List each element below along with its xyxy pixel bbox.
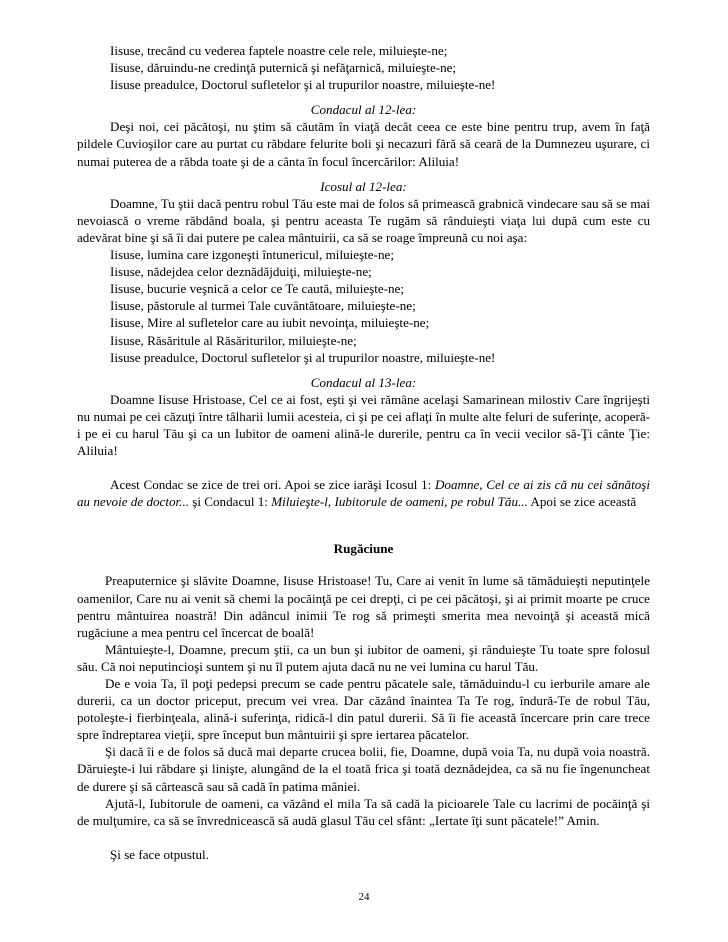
prayer-paragraph: Preaputernice şi slăvite Doamne, Iisuse Hristoase! Tu, Care ai venit în lume să tămăduieşti neputinţele oamenilor, Care nu ai venit să chemi la pocăinţă pe cei drepţi, ci pe cei păcătoşi, şi ai primit moarte pe cruce pentru mântuirea noastră! Din adâncul inimii Te rog să primeşti smerita mea nevoinţă şi această mică rugăciune a mea pentru cel încercat de boală! xyxy=(77,573,650,640)
litany-line: Iisuse, lumina care izgoneşti întunericul, miluieşte-ne; xyxy=(110,247,394,263)
prayer-paragraph: Mântuieşte-l, Doamne, precum ştii, ca un bun şi iubitor de oameni, şi rânduieşte Tu toate spre folosul său. Că noi neputincioşi suntem şi nu îl putem ajuta dacă nu ne vei lumina cu harul Tău. xyxy=(77,641,650,674)
icos-1-incipit: Doamne, Cel ce ai zis că nu cei sănătoşi au nevoie de doctor... xyxy=(77,477,651,510)
rubric-text: şi Condacul 1: xyxy=(189,494,272,510)
condac-12-heading: Condacul al 12-lea: xyxy=(310,102,417,118)
prayer-paragraph: Şi dacă îi e de folos să ducă mai departe crucea bolii, fie, Doamne, după voia Ta, nu după voia noastră. Dăruieşte-i lui răbdare şi linişte, alungând de la el toată frica şi toată deznădejdea, ca să nu fie îngenuncheat de durere şi să cârtească sau să cadă în patima mâniei. xyxy=(77,744,650,794)
icos-12-heading: Icosul al 12-lea: xyxy=(320,178,407,194)
litany-line: Iisuse preadulce, Doctorul sufletelor şi al trupurilor noastre, miluieşte-ne! xyxy=(110,349,496,365)
page-number: 24 xyxy=(358,891,370,903)
closing-rubric: Şi se face otpustul. xyxy=(110,846,209,862)
rubric-note xyxy=(77,476,650,510)
litany-line: Iisuse, bucurie veşnică a celor ce Te caută, miluieşte-ne; xyxy=(110,281,405,297)
litany-line: Iisuse, dăruindu-ne credinţă puternică şi nefăţarnică, miluieşte-ne; xyxy=(110,60,457,76)
icos-12-text: Doamne, Tu ştii dacă pentru robul Tău este mai de folos să primească grabnică vindecare sau să se mai nevoiască o vreme răbdând boala, şi pentru aceasta Te rugăm să rânduieşti viaţa lui după cum este cu adevărat bine şi să îi dai putere pe calea mântuirii, ca să se roage împreună cu noi aşa: xyxy=(77,195,650,245)
prayer-paragraph: De e voia Ta, îl poţi pedepsi precum se cade pentru păcatele sale, tămăduindu-l cu ierburile amare ale durerii, ca un doctor priceput, precum vei vrea. Dar căzând înaintea Ta Te rog, îndură-Te de robul Tău, potoleşte-i fierbinţeala, alină-i suferinţa, ridică-l din patul durerii. Să îi fie această încercare prin care trece spre îndreptarea vieţii, spre început bun mântuirii şi spre iertarea păcatelor. xyxy=(77,676,650,743)
litany-line: Iisuse preadulce, Doctorul sufletelor şi al trupurilor noastre, miluieşte-ne! xyxy=(110,77,496,93)
litany-line: Iisuse, păstorule al turmei Tale cuvântătoare, miluieşte-ne; xyxy=(110,298,416,314)
litany-line: Iisuse, nădejdea celor deznădăjduiţi, miluieşte-ne; xyxy=(110,264,372,280)
prayer-paragraph: Ajută-l, Iubitorule de oameni, ca văzând el mila Ta să cadă la picioarele Tale cu lacrimi de pocăinţă şi de mulţumire, ca să se învrednicească să audă glasul Tău cel sfânt: „Iertate îţi sunt păcatele!” Amin. xyxy=(77,795,650,828)
prayer-title: Rugăciune xyxy=(333,541,394,557)
condac-13-text: Doamne Iisuse Hristoase, Cel ce ai fost, eşti şi vei rămâne acelaşi Samarinean milostiv Care îngrijeşti nu numai pe cei căzuţi între tâlharii lumii acesteia, ci şi pe cei aflaţi în multe alte feluri de suferinţe, acoperă-i pe ei cu harul Tău şi ca un Iubitor de oameni alină-le durerile, pentru ca în vecii vecilor să-Ţi cânte Ţie: Aliluia! xyxy=(77,391,650,459)
rubric-text: Apoi se zice această xyxy=(527,494,637,510)
litany-line: Iisuse, Mire al sufletelor care au iubit nevoinţa, miluieşte-ne; xyxy=(110,315,430,331)
condac-1-incipit: Miluieşte-l, Iubitorule de oameni, pe robul Tău... xyxy=(271,494,528,510)
prayer-body xyxy=(77,572,650,828)
condac-12-text: Deşi noi, cei păcătoşi, nu ştim să căutăm în viaţă decât ceea ce este bine pentru trup, avem în faţă pildele Cuvioşilor care au purtat cu răbdare felurite boli şi necazuri fără să ceară de la Dumnezeu uşurare, ci numai puterea de a răbda toate şi de a cânta în focul încercărilor: Aliluia! xyxy=(77,119,650,169)
litany-line: Iisuse, trecând cu vederea faptele noastre cele rele, miluieşte-ne; xyxy=(110,43,448,58)
rubric-text: Acest Condac se zice de trei ori. Apoi se zice iarăşi Icosul 1: xyxy=(110,477,435,493)
spacer xyxy=(77,829,650,846)
litany-line: Iisuse, Răsăritule al Răsăriturilor, miluieşte-ne; xyxy=(110,332,357,348)
spacer xyxy=(77,459,650,476)
condac-13-heading: Condacul al 13-lea: xyxy=(310,374,417,390)
